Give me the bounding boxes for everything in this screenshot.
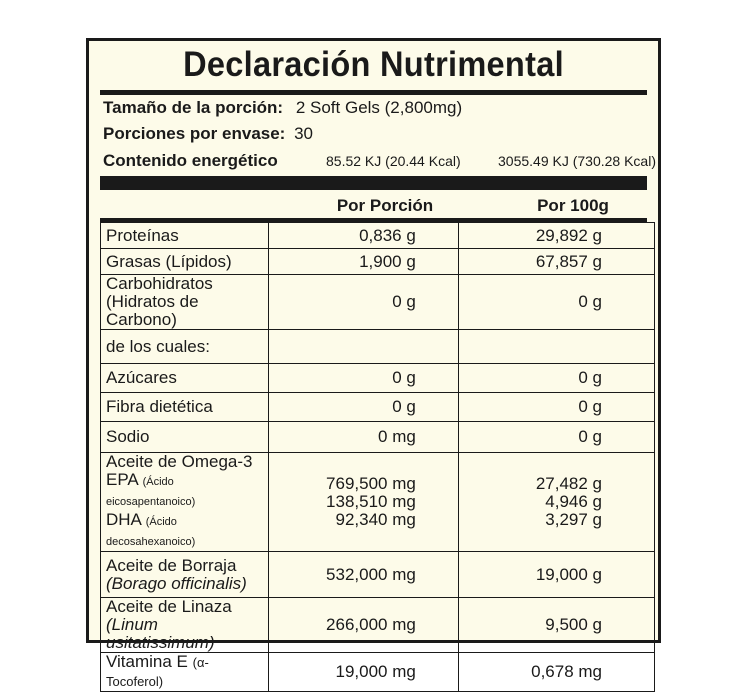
nutrient-name [101,453,269,552]
value-per-portion: 0 g [269,364,459,393]
column-header-per-portion: Por Porción [336,196,434,215]
nutrient-name-line1: Carbohidratos [106,274,213,293]
dha-name: DHA [106,510,141,529]
value-per-100g: 19,000 g [458,552,654,598]
table-row [101,275,655,330]
dha-portion: 92,340 mg [335,510,416,529]
nutrient-name: Azúcares [101,364,269,393]
value-per-portion [269,330,459,364]
value-per-portion: 0 mg [269,422,459,453]
value-per-portion: 1,900 g [269,249,459,275]
value-per-100g: 67,857 g [458,249,654,275]
nutrient-name-line2: (Linum usitatissimum) [106,615,215,652]
nutrient-name-line2: (Borago officinalis) [106,573,247,593]
table-row [101,393,655,422]
value-per-portion: 19,000 mg [269,653,459,692]
column-header-per-100g: Por 100g [537,196,609,215]
value-per-portion: 532,000 mg [269,552,459,598]
serving-size-value: 2 Soft Gels (2,800mg) [295,98,463,117]
omega3-portion: 769,500 mg [326,474,416,493]
omega3-name: Aceite de Omega-3 [106,452,253,471]
serving-size-label: Tamaño de la porción: [103,98,284,117]
nutrient-name: de los cuales: [101,330,269,364]
epa-subtext: (Ácido eicosapentanoico) [106,476,196,508]
value-per-100g [458,330,654,364]
omega3-100g: 27,482 g [535,474,602,493]
value-per-portion: 0 g [269,275,459,330]
nutrient-name [101,275,269,330]
value-per-100g: 0 g [458,422,654,453]
table-row [101,598,655,653]
nutrition-label [86,38,661,689]
table-row [101,453,655,552]
value-per-100g: 0 g [458,393,654,422]
value-per-portion: 0 g [269,393,459,422]
nutrient-name: Proteínas [101,223,269,249]
serving-size-row [103,98,462,118]
label-title: Declaración Nutrimental [183,45,564,84]
table-row [101,422,655,453]
epa-100g: 4,946 g [545,492,602,511]
nutrient-name [101,653,269,692]
value-per-100g: 0,678 mg [458,653,654,692]
table-row [101,364,655,393]
vitamin-e-subtext: (α-Tocoferol) [106,655,209,689]
value-per-100g: 29,892 g [458,223,654,249]
nutrient-table [100,222,655,692]
energy-per-100g: 3055.49 KJ (730.28 Kcal) [498,153,656,169]
title-rule [100,90,647,95]
nutrient-name: Sodio [101,422,269,453]
table-row [101,223,655,249]
nutrient-name-line1: Aceite de Linaza [106,597,232,616]
portions-row [103,124,313,144]
table-row [101,552,655,598]
value-per-100g: 0 g [458,275,654,330]
value-per-portion: 266,000 mg [269,598,459,653]
nutrient-name: Grasas (Lípidos) [101,249,269,275]
value-per-portion [269,453,459,552]
value-per-100g: 9,500 g [458,598,654,653]
value-per-100g: 0 g [458,364,654,393]
thick-rule [100,176,647,190]
nutrient-name [101,598,269,653]
epa-name: EPA [106,470,138,489]
table-row [101,330,655,364]
table-row [101,249,655,275]
table-row [101,653,655,692]
vitamin-e-name: Vitamina E [106,652,188,671]
nutrient-name-line1: Aceite de Borraja [106,555,237,575]
dha-line [106,511,260,551]
nutrient-name [101,552,269,598]
portions-label: Porciones por envase: [103,124,286,143]
nutrient-name-line2: (Hidratos de Carbono) [106,292,199,329]
energy-label: Contenido energético [103,151,278,170]
value-per-100g [458,453,654,552]
nutrient-name: Fibra dietética [101,393,269,422]
dha-100g: 3,297 g [545,510,602,529]
epa-portion: 138,510 mg [326,492,416,511]
energy-row [103,151,278,171]
energy-per-portion: 85.52 KJ (20.44 Kcal) [326,153,461,169]
dha-subtext: (Ácido decosahexanoico) [106,516,196,548]
value-per-portion: 0,836 g [269,223,459,249]
portions-value: 30 [294,124,313,143]
epa-line [106,471,260,511]
